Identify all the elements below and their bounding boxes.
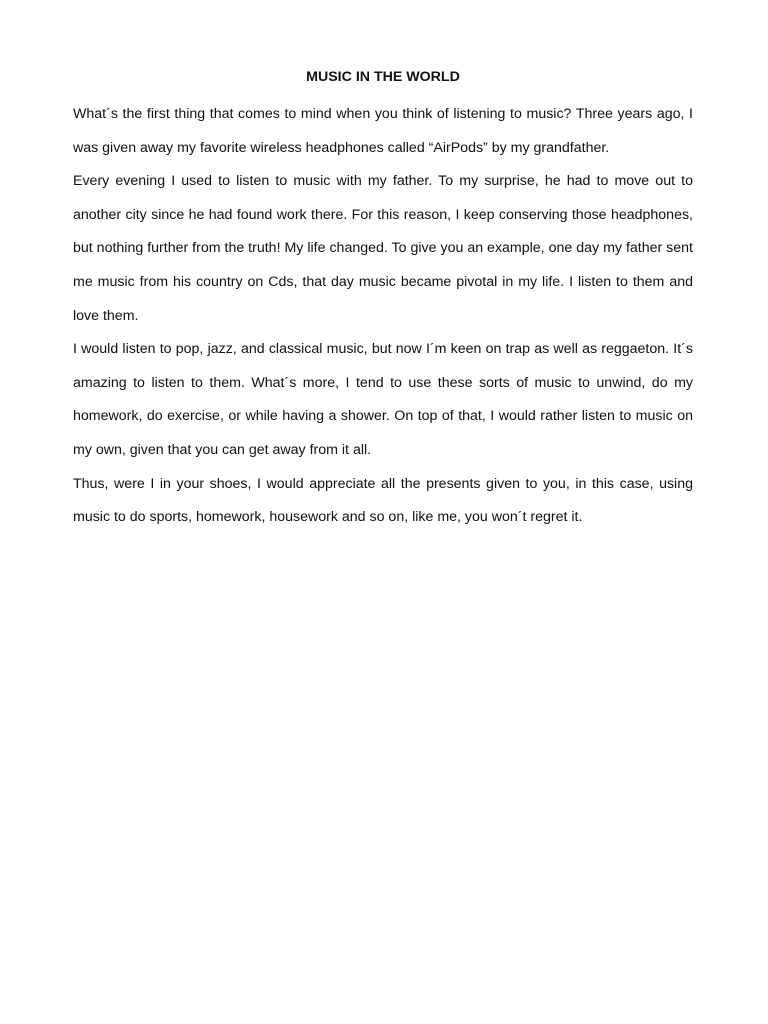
- paragraph-1: What´s the first thing that comes to mind when you think of listening to music? Three years ago, I was given away my favorite wireless headphones called “AirPods” by my grandfather.: [73, 106, 693, 156]
- paragraph-2: Every evening I used to listen to music with my father. To my surprise, he had to move out to another city since he had found work there. For this reason, I keep conserving those headphones, but nothing further from the truth! My life changed. To give you an example, one day my father sent me music from his country on Cds, that day music became pivotal in my life. I listen to them and love them.: [73, 173, 693, 324]
- paragraph-4: Thus, were I in your shoes, I would appreciate all the presents given to you, in this case, using music to do sports, homework, housework and so on, like me, you won´t regret it.: [73, 475, 693, 526]
- document-title: MUSIC IN THE WORLD: [306, 69, 460, 85]
- document-body: [73, 67, 693, 535]
- paragraph-3: I would listen to pop, jazz, and classical music, but now I´m keen on trap as well as reggaeton. It´s amazing to listen to them. What´s more, I tend to use these sorts of music to unwind, do my homework, do exercise, or while having a shower. On top of that, I would rather listen to music on my own, given that you can get away from it all.: [73, 341, 693, 458]
